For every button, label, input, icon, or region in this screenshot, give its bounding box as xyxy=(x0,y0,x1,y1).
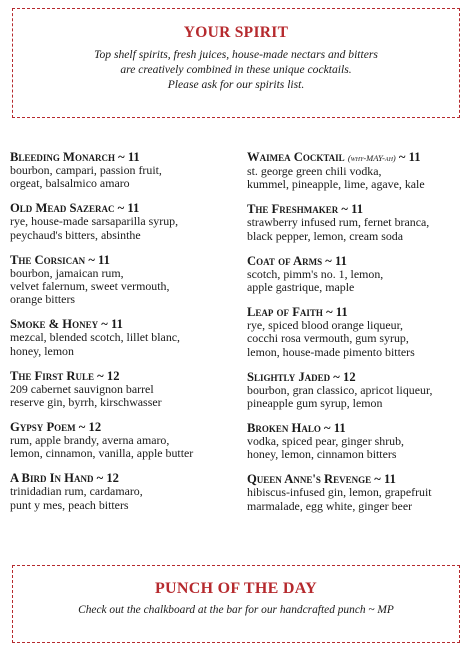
cocktail-title xyxy=(247,254,469,268)
cocktail-ingredients: velvet falernum, sweet vermouth, xyxy=(10,279,170,294)
cocktail-price: 11 xyxy=(335,253,347,268)
cocktail-ingredients: reserve gin, byrrh, kirschwasser xyxy=(10,395,162,410)
cocktail-name: Broken Halo xyxy=(247,420,321,435)
cocktail-ingredients: peychaud's bitters, absinthe xyxy=(10,227,141,242)
cocktail-title xyxy=(247,370,469,384)
cocktail-ingredients: marmalade, egg white, ginger beer xyxy=(247,498,413,513)
cocktail-price: 11 xyxy=(98,252,110,267)
price-separator: ~ xyxy=(118,150,125,164)
cocktail-column-left xyxy=(10,150,240,523)
cocktail-ingredients: vodka, spiced pear, ginger shrub, xyxy=(247,433,405,448)
cocktail-item xyxy=(247,370,469,411)
cocktail-pronunciation: (why-MAY-ah) xyxy=(347,153,396,163)
cocktail-ingredients: rye, house-made sarsaparilla syrup, xyxy=(10,214,179,229)
cocktail-name: Bleeding Monarch xyxy=(10,150,115,164)
price-separator: ~ xyxy=(101,317,108,332)
cocktail-ingredients: kummel, pineapple, lime, agave, kale xyxy=(247,177,425,192)
cocktail-name: Gypsy Poem xyxy=(10,419,76,434)
cocktail-item xyxy=(10,369,240,410)
price-separator: ~ xyxy=(97,368,104,383)
cocktail-title xyxy=(247,202,469,216)
cocktail-ingredients: rye, spiced blood orange liqueur, xyxy=(247,317,404,332)
cocktail-item xyxy=(247,421,469,462)
intro-text xyxy=(13,47,459,92)
cocktail-price: 11 xyxy=(383,472,396,487)
cocktail-name: Waimea Cocktail xyxy=(247,150,345,164)
cocktail-price: 11 xyxy=(335,304,348,319)
cocktail-ingredients: 209 cabernet sauvignon barrel xyxy=(10,381,154,396)
price-separator: ~ xyxy=(325,253,332,268)
cocktail-ingredients: st. george green chili vodka, xyxy=(247,164,382,178)
cocktail-price: 11 xyxy=(127,150,140,164)
cocktail-ingredients: bourbon, campari, passion fruit, xyxy=(10,163,162,177)
cocktail-item xyxy=(10,317,240,358)
cocktail-name: Slightly Jaded xyxy=(247,369,331,384)
cocktail-price: 11 xyxy=(110,317,123,332)
cocktail-ingredients: hibiscus-infused gin, lemon, grapefruit xyxy=(247,485,432,500)
intro-line: are creatively combined in these unique cocktails. xyxy=(120,63,352,76)
cocktail-ingredients: orange bitters xyxy=(10,292,76,307)
cocktail-name: Old Mead Sazerac xyxy=(10,201,115,216)
cocktail-title xyxy=(10,471,240,485)
cocktail-name: The Freshmaker xyxy=(247,202,339,217)
cocktail-price: 11 xyxy=(351,202,364,217)
cocktail-item xyxy=(10,471,240,512)
cocktail-ingredients: bourbon, gran classico, apricot liqueur, xyxy=(247,382,433,397)
cocktail-price: 11 xyxy=(408,150,421,164)
cocktail-ingredients: apple gastrique, maple xyxy=(247,280,355,295)
cocktail-ingredients: mezcal, blended scotch, lillet blanc, xyxy=(10,330,181,345)
cocktail-title xyxy=(10,150,240,164)
cocktail-item xyxy=(247,254,469,295)
cocktail-item xyxy=(247,202,469,243)
price-separator: ~ xyxy=(398,150,406,164)
price-separator: ~ xyxy=(117,201,125,216)
cocktail-name: Coat of Arms xyxy=(247,253,323,268)
cocktail-title xyxy=(10,317,240,331)
cocktail-price: 12 xyxy=(88,419,102,434)
cocktail-price: 11 xyxy=(127,201,140,216)
cocktail-column-right xyxy=(247,150,469,524)
cocktail-ingredients: pineapple gum syrup, lemon xyxy=(247,396,383,411)
cocktail-item xyxy=(247,305,469,359)
cocktail-name: A Bird In Hand xyxy=(10,471,94,486)
cocktail-price: 12 xyxy=(106,471,119,486)
intro-line: Please ask for our spirits list. xyxy=(167,78,305,91)
punch-text: Check out the chalkboard at the bar for our handcrafted punch ~ MP xyxy=(78,604,394,616)
cocktail-title xyxy=(247,472,469,486)
cocktail-price: 12 xyxy=(343,369,356,384)
price-separator: ~ xyxy=(326,304,333,319)
spirit-intro-box xyxy=(12,8,460,118)
cocktail-title xyxy=(10,369,240,383)
cocktail-item xyxy=(247,472,469,513)
cocktail-price: 12 xyxy=(106,368,120,383)
cocktail-ingredients: punt y mes, peach bitters xyxy=(10,497,129,512)
price-separator: ~ xyxy=(333,369,340,384)
cocktail-ingredients: honey, lemon xyxy=(10,343,74,358)
cocktail-item xyxy=(10,201,240,242)
price-separator: ~ xyxy=(78,419,86,434)
cocktail-name: Smoke & Honey xyxy=(10,317,99,332)
cocktail-ingredients: honey, lemon, cinnamon bitters xyxy=(247,447,397,462)
cocktail-item xyxy=(10,150,240,191)
price-separator: ~ xyxy=(88,252,95,267)
cocktail-ingredients: black pepper, lemon, cream soda xyxy=(247,228,404,243)
cocktail-ingredients: rum, apple brandy, averna amaro, xyxy=(10,432,170,447)
price-separator: ~ xyxy=(96,471,104,486)
cocktail-ingredients: strawberry infused rum, fernet branca, xyxy=(247,215,430,230)
punch-title: PUNCH OF THE DAY xyxy=(154,580,317,597)
cocktail-item xyxy=(10,253,240,307)
cocktail-name: Queen Anne's Revenge xyxy=(247,472,372,487)
price-separator: ~ xyxy=(324,420,331,435)
intro-line: Top shelf spirits, fresh juices, house-made nectars and bitters xyxy=(94,48,378,61)
cocktail-price: 11 xyxy=(333,420,346,435)
cocktail-ingredients: scotch, pimm's no. 1, lemon, xyxy=(247,266,384,281)
cocktail-ingredients: bourbon, jamaican rum, xyxy=(10,265,124,280)
cocktail-ingredients: lemon, cinnamon, vanilla, apple butter xyxy=(10,446,194,461)
cocktail-item xyxy=(10,420,240,461)
cocktail-name: Leap of Faith xyxy=(247,304,323,319)
cocktail-item xyxy=(247,150,469,192)
cocktail-ingredients: lemon, house-made pimento bitters xyxy=(247,344,415,359)
cocktail-title xyxy=(247,150,469,165)
cocktail-title xyxy=(10,201,240,215)
section-title: YOUR SPIRIT xyxy=(183,24,289,41)
price-separator: ~ xyxy=(374,472,381,487)
cocktail-ingredients: cocchi rosa vermouth, gum syrup, xyxy=(247,331,409,346)
cocktail-title xyxy=(247,421,469,435)
cocktail-title xyxy=(10,253,240,267)
punch-of-the-day-box xyxy=(12,565,460,643)
cocktail-name: The Corsican xyxy=(10,252,86,267)
cocktail-ingredients: trinidadian rum, cardamaro, xyxy=(10,484,143,499)
cocktail-name: The First Rule xyxy=(10,368,95,383)
cocktail-title xyxy=(247,305,469,319)
cocktail-title xyxy=(10,420,240,434)
price-separator: ~ xyxy=(341,202,348,217)
cocktail-ingredients: orgeat, balsalmico amaro xyxy=(10,176,130,191)
